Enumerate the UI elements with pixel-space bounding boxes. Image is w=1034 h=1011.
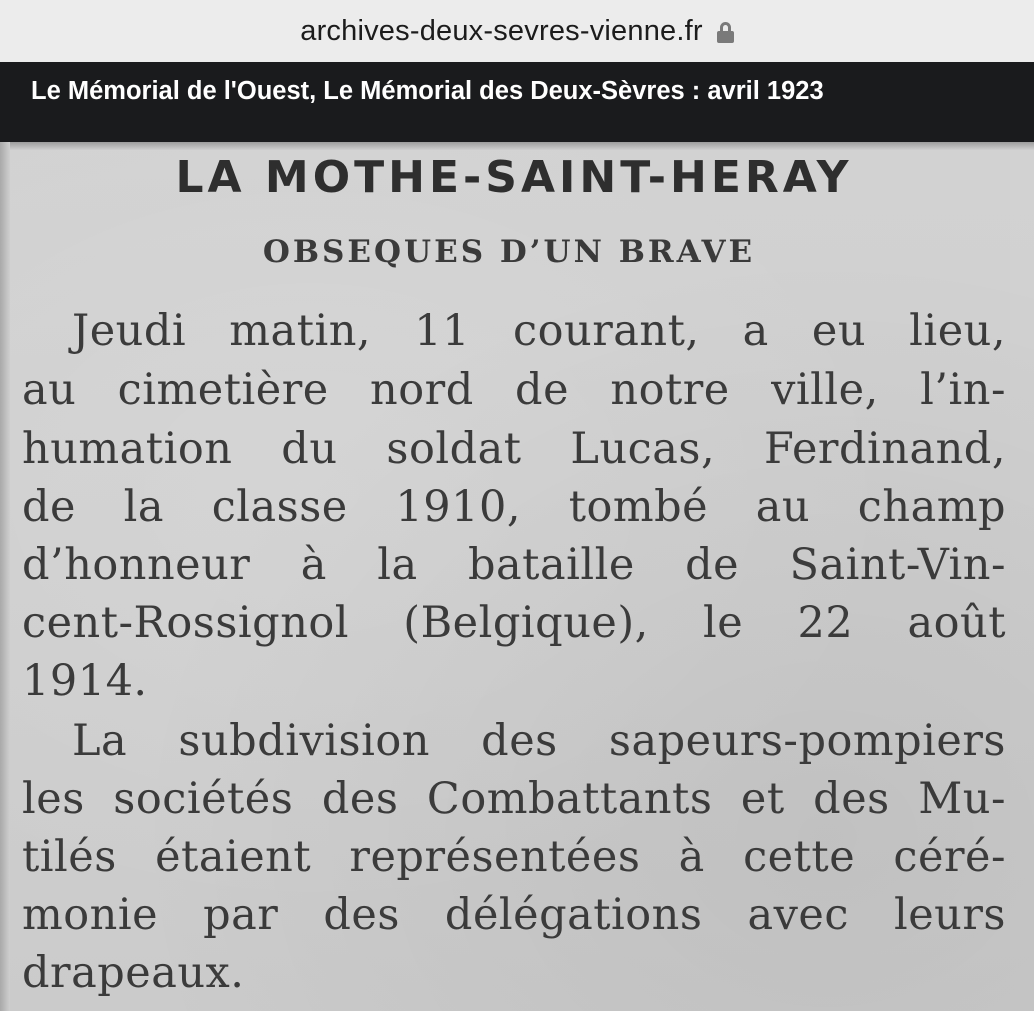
browser-address-bar[interactable] xyxy=(0,0,1034,62)
page-title: Le Mémorial de l'Ouest, Le Mémorial des Deux-Sèvres : avril 1923 xyxy=(31,77,824,105)
newspaper-scan xyxy=(0,142,1034,1011)
article-line: drapeaux. xyxy=(22,948,245,998)
article-line: d’honneur à la bataille de Saint-Vin- xyxy=(22,540,1006,590)
article-subheading: OBSEQUES D’UN BRAVE xyxy=(262,234,756,270)
article-line: cent-Rossignol (Belgique), le 22 août xyxy=(22,598,1006,648)
article-line: 1914. xyxy=(22,656,148,706)
page-title-bar xyxy=(0,62,1034,142)
article-body xyxy=(0,142,1034,1011)
article-line: humation du soldat Lucas, Ferdinand, xyxy=(22,424,1006,474)
article-line: La subdivision des sapeurs-pompiers xyxy=(72,716,1006,766)
article-line: monie par des délégations avec leurs xyxy=(22,890,1006,940)
article-line: Jeudi matin, 11 courant, a eu lieu, xyxy=(72,306,1006,356)
lock-icon xyxy=(717,22,734,43)
article-line: au cimetière nord de notre ville, l’in- xyxy=(22,365,1006,415)
article-line: les sociétés des Combattants et des Mu- xyxy=(22,774,1006,824)
article-line: tilés étaient représentées à cette céré- xyxy=(22,832,1006,882)
article-line: de la classe 1910, tombé au champ xyxy=(22,482,1006,532)
url-text[interactable]: archives-deux-sevres-vienne.fr xyxy=(300,14,703,47)
article-heading: LA MOTHE-SAINT-HERAY xyxy=(175,152,853,203)
